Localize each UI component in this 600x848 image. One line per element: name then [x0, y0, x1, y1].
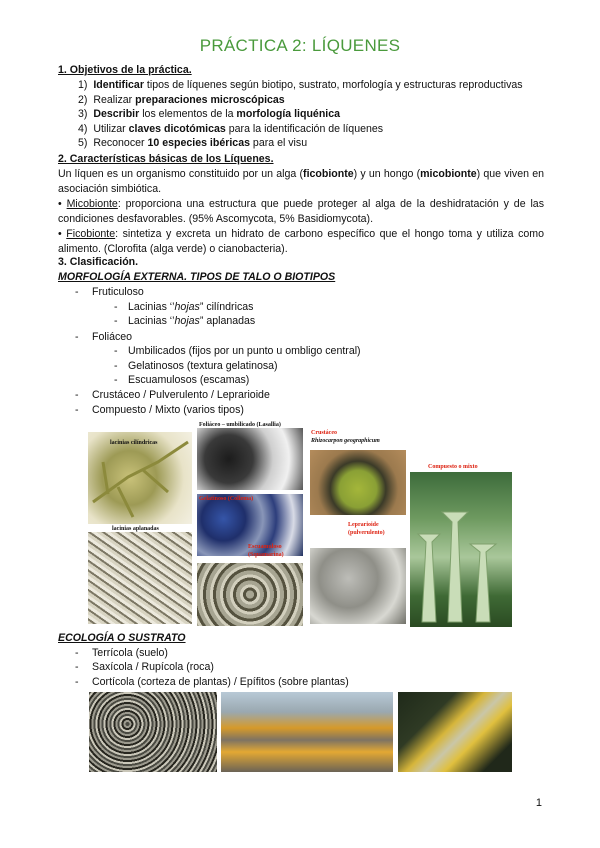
list-item	[78, 79, 523, 91]
dash: -	[75, 404, 79, 416]
type-compuesto: Compuesto / Mixto (varios tipos)	[92, 404, 244, 416]
dash: -	[75, 676, 79, 688]
item-text: los elementos de la	[139, 108, 237, 120]
subtype-umbilicados: Umbilicados (fijos por un punto u ombligo central)	[128, 345, 361, 357]
caption-leprarioide-sub: (pulverulento)	[348, 530, 385, 536]
photo-crustaceo	[310, 450, 406, 515]
caption-compuesto: Compuesto o mixto	[428, 464, 478, 470]
caption-escuamuloso-genus: (Squamarina)	[248, 552, 284, 558]
item-bold: 10 especies ibéricas	[147, 137, 250, 149]
paragraph-definition: Un líquen es un organismo constituido por un alga (ficobionte) y un hongo (micobionte) que viven en asociación simbiótica.	[58, 168, 544, 195]
page-number: 1	[535, 797, 542, 809]
caption-gelatinoso: Gelatinoso (Collema)	[199, 496, 254, 502]
dash: -	[75, 389, 79, 401]
paragraph-micobionte: • Micobionte: proporciona una estructura que puede proteger al alga de la deshidratación y de las condiciones desfavorables. (95% Ascomycota, 5% Basidiomycota).	[58, 198, 544, 225]
list-item	[78, 108, 340, 120]
dash: -	[75, 647, 79, 659]
section2-heading: 2. Características básicas de los Líquenes.	[58, 153, 274, 165]
paragraph-ficobionte: • Ficobionte: sintetiza y excreta un hidrato de carbono específico que el hongo toma y utiliza como alimento. (Clorofita (alga verde) o cianobacteria).	[58, 228, 544, 255]
substrate-terricola: Terrícola (suelo)	[92, 647, 168, 659]
subtype-escuamulosos: Escuamulosos (escamas)	[128, 374, 250, 386]
dash: -	[75, 331, 79, 343]
dash: -	[75, 286, 79, 298]
caption-aplanadas: lacinias aplanadas	[112, 526, 159, 532]
item-bold: claves dicotómicas	[128, 123, 226, 135]
item-bold: preparaciones microscópicas	[135, 94, 285, 106]
caption-umbilicado: Foliáceo – umbilicado (Lasallia)	[199, 422, 281, 428]
photo-umbilicado	[197, 428, 303, 490]
substrate-corticola: Cortícola (corteza de plantas) / Epífitos (sobre plantas)	[92, 676, 349, 688]
subtype-gelatinosos: Gelatinosos (textura gelatinosa)	[128, 360, 278, 372]
dash: -	[75, 661, 79, 673]
item-text: Reconocer	[93, 137, 148, 149]
substrate-saxicola: Saxícola / Rupícola (roca)	[92, 661, 214, 673]
photo-aplanadas	[88, 532, 192, 624]
dash: -	[114, 345, 118, 357]
subtype-aplanadas: Lacinias ‘’hojas” aplanadas	[128, 315, 256, 327]
dash: -	[114, 301, 118, 313]
subtype-cilindricas: Lacinias ‘’hojas” cilíndricas	[128, 301, 254, 313]
dash: -	[114, 360, 118, 372]
item-number: 5)	[78, 137, 88, 149]
morphology-heading: MORFOLOGÍA EXTERNA. TIPOS DE TALO O BIOTIPOS	[58, 271, 336, 283]
photo-corticola	[398, 692, 512, 772]
item-text: Utilizar	[93, 123, 129, 135]
item-number: 4)	[78, 123, 88, 135]
item-text: para el visu	[249, 137, 308, 149]
item-text: Realizar	[93, 94, 136, 106]
list-item	[78, 137, 307, 149]
photo-escuamuloso	[197, 563, 303, 626]
caption-cilindricas: lacinias cilíndricas	[110, 440, 158, 446]
dash: -	[114, 374, 118, 386]
list-item	[78, 123, 383, 135]
caption-crustaceo: Crustáceo	[311, 430, 337, 436]
list-item	[78, 94, 285, 106]
item-number: 2)	[78, 94, 88, 106]
photo-saxicola	[221, 692, 393, 772]
item-number: 1)	[78, 79, 88, 91]
section3-heading: 3. Clasificación.	[58, 256, 139, 268]
caption-crustaceo-species: Rhizocarpon geographicum	[311, 438, 380, 444]
item-number: 3)	[78, 108, 88, 120]
type-fruticuloso: Fruticuloso	[92, 286, 144, 298]
item-text: tipos de líquenes según biotipo, sustrato, morfología y estructuras reproductivas	[143, 79, 523, 91]
photo-leprarioide	[310, 548, 406, 624]
dash: -	[114, 315, 118, 327]
caption-escuamuloso: Escuamuloso	[248, 544, 282, 550]
type-crustaceo: Crustáceo / Pulverulento / Leprarioide	[92, 389, 270, 401]
photo-compuesto	[410, 472, 512, 627]
page-title: PRÁCTICA 2: LÍQUENES	[199, 36, 401, 55]
photo-terricola	[89, 692, 217, 772]
item-bold: Identificar	[93, 79, 144, 91]
section1-heading: 1. Objetivos de la práctica.	[58, 64, 192, 76]
ecology-heading: ECOLOGÍA O SUSTRATO	[58, 632, 186, 644]
item-bold: morfología liquénica	[236, 108, 341, 120]
item-bold: Describir	[93, 108, 140, 120]
caption-leprarioide: Leprarioide	[348, 522, 379, 528]
item-text: para la identificación de líquenes	[225, 123, 384, 135]
type-foliaceo: Foliáceo	[92, 331, 133, 343]
